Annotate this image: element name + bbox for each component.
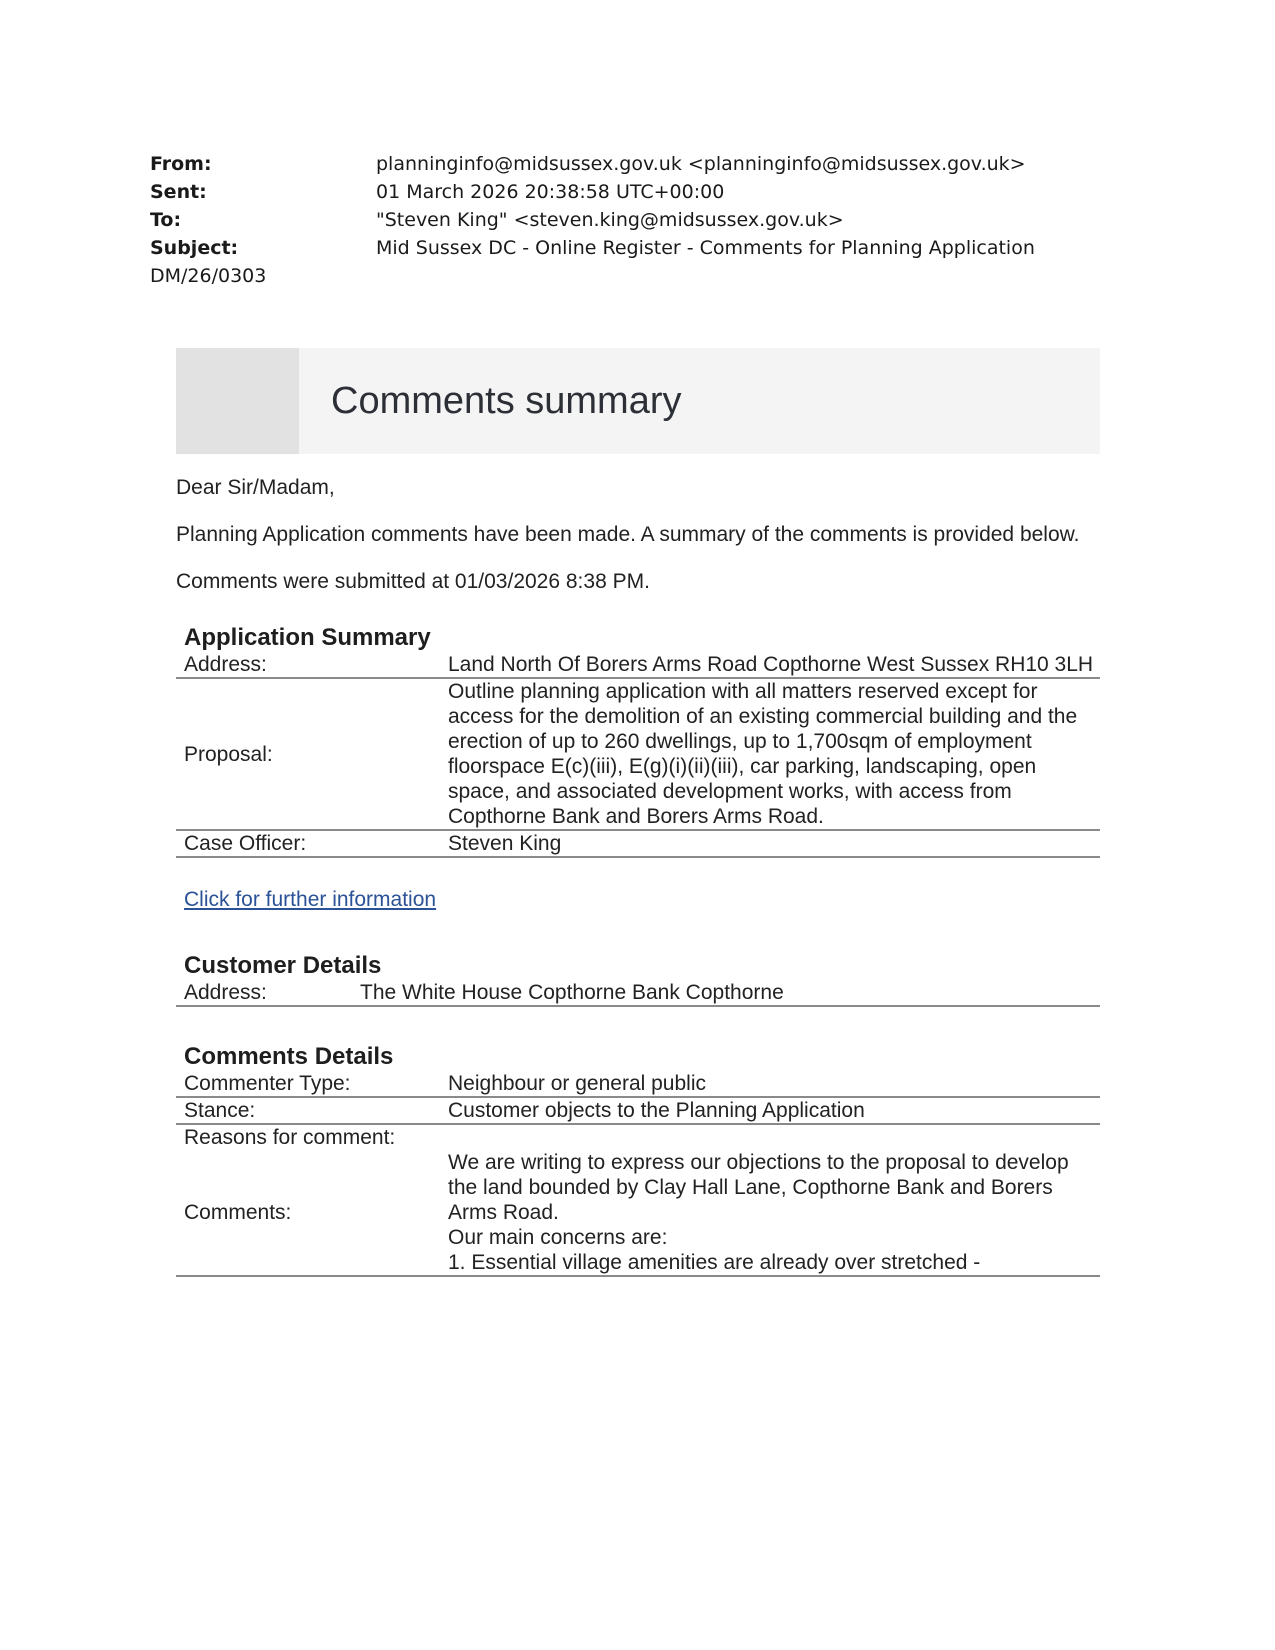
email-header <box>150 150 1050 290</box>
customer-details-table <box>176 980 1100 1007</box>
email-from-label: From: <box>150 153 212 175</box>
commenter-type-label: Commenter Type: <box>176 1071 440 1097</box>
case-officer-value: Steven King <box>440 830 1100 857</box>
intro-text: Planning Application comments have been made. A summary of the comments is provided below. <box>176 523 1080 546</box>
customer-address-label: Address: <box>176 980 352 1006</box>
email-sent-label: Sent: <box>150 181 207 203</box>
application-address-row <box>176 652 1100 678</box>
comment-line-2: Our main concerns are: <box>448 1226 668 1249</box>
email-to-row <box>150 206 1050 234</box>
stance-row <box>176 1097 1100 1124</box>
comments-label: Comments: <box>176 1150 440 1276</box>
commenter-type-value: Neighbour or general public <box>440 1071 1100 1097</box>
submitted-text: Comments were submitted at 01/03/2026 8:38 PM. <box>176 570 650 593</box>
comments-details-table <box>176 1071 1100 1277</box>
commenter-type-row <box>176 1071 1100 1097</box>
banner-logo-placeholder <box>176 348 299 454</box>
customer-address-row <box>176 980 1100 1006</box>
comments-details-title: Comments Details <box>184 1043 394 1070</box>
case-officer-label: Case Officer: <box>176 830 440 857</box>
application-proposal-label: Proposal: <box>176 678 440 830</box>
comments-row <box>176 1150 1100 1276</box>
email-to-label: To: <box>150 209 182 231</box>
reasons-row <box>176 1124 1100 1150</box>
application-summary-table <box>176 652 1100 858</box>
comments-value <box>440 1150 1100 1276</box>
email-from-row <box>150 150 1050 178</box>
email-subject-row <box>150 234 1050 262</box>
message-content <box>176 348 1100 1277</box>
email-to-value: "Steven King" <steven.king@midsussex.gov.uk> <box>376 209 844 231</box>
further-info-link[interactable]: Click for further information <box>184 888 437 911</box>
email-sent-row <box>150 178 1050 206</box>
banner-title: Comments summary <box>331 379 682 422</box>
stance-value: Customer objects to the Planning Application <box>440 1097 1100 1124</box>
further-info-link-wrap <box>176 888 1100 912</box>
stance-label: Stance: <box>176 1097 440 1124</box>
reasons-label: Reasons for comment: <box>184 1126 396 1149</box>
case-officer-row <box>176 830 1100 857</box>
reasons-value <box>440 1124 1100 1150</box>
comments-summary-banner <box>176 348 1100 454</box>
email-subject-continuation: DM/26/0303 <box>150 265 267 287</box>
application-address-label: Address: <box>176 652 440 678</box>
comment-line-3: 1. Essential village amenities are already over stretched - <box>448 1251 981 1274</box>
email-subject-label: Subject: <box>150 237 239 259</box>
greeting: Dear Sir/Madam, <box>176 476 335 499</box>
email-from-value: planninginfo@midsussex.gov.uk <planninginfo@midsussex.gov.uk> <box>376 153 1026 175</box>
application-summary-title: Application Summary <box>184 624 431 651</box>
email-subject-value: Mid Sussex DC - Online Register - Comments for Planning Application <box>376 237 1035 259</box>
customer-address-value: The White House Copthorne Bank Copthorne <box>352 980 1100 1006</box>
email-sent-value: 01 March 2026 20:38:58 UTC+00:00 <box>376 181 725 203</box>
application-address-value: Land North Of Borers Arms Road Copthorne West Sussex RH10 3LH <box>440 652 1100 678</box>
customer-details-title: Customer Details <box>184 952 382 979</box>
comment-line-1: We are writing to express our objections to the proposal to develop the land bounded by Clay Hall Lane, Copthorne Bank and Borers Arms Road. <box>448 1151 1069 1224</box>
application-proposal-value: Outline planning application with all matters reserved except for access for the demolition of an existing commercial building and the erection of up to 260 dwellings, up to 1,700sqm of employment floorspace E(c)(iii), E(g)(i)(ii)(iii), car parking, landscaping, open space, and associated development works, with access from Copthorne Bank and Borers Arms Road. <box>440 678 1100 830</box>
banner-title-area <box>299 348 1100 454</box>
application-proposal-row <box>176 678 1100 830</box>
